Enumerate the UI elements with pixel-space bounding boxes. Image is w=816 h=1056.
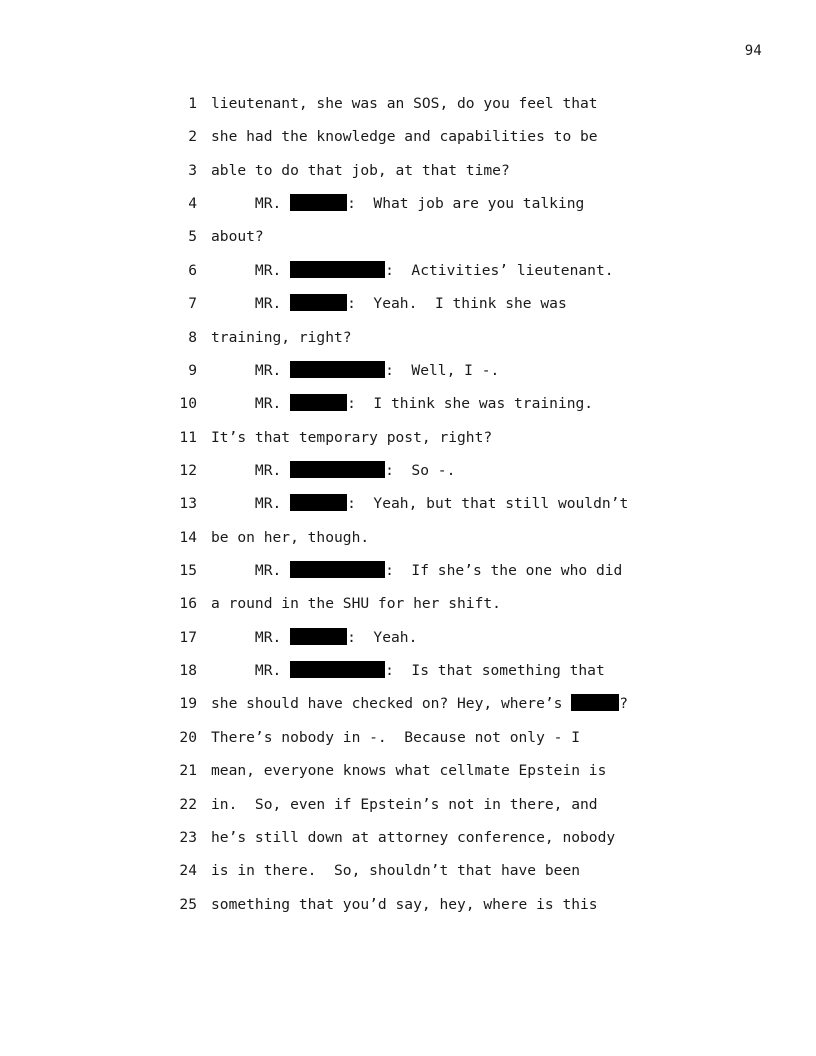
line-text-segment: MR. xyxy=(211,361,291,379)
line-number: 13 xyxy=(179,495,197,513)
transcript-line xyxy=(0,859,816,892)
line-text-segment: mean, everyone knows what cellmate Epstein is xyxy=(211,762,607,780)
line-text xyxy=(211,793,598,817)
line-number: 2 xyxy=(188,128,197,146)
line-text-segment: It’s that temporary post, right? xyxy=(211,428,493,446)
line-number: 21 xyxy=(179,762,197,780)
line-text-segment: she should have checked on? Hey, where’s xyxy=(211,695,572,713)
line-text-segment: MR. xyxy=(211,295,291,313)
line-number: 14 xyxy=(179,528,197,546)
redaction-box xyxy=(290,561,385,578)
line-text-segment: MR. xyxy=(211,395,291,413)
line-text-segment: he’s still down at attorney conference, nobody xyxy=(211,828,616,846)
transcript-line xyxy=(0,692,816,725)
line-number: 6 xyxy=(188,261,197,279)
line-text xyxy=(211,492,628,516)
transcript-line xyxy=(0,359,816,392)
redaction-box xyxy=(571,694,619,711)
line-text-segment: ? xyxy=(619,695,629,713)
line-text-segment: : So -. xyxy=(385,461,456,479)
redaction-box xyxy=(290,494,347,511)
line-number: 4 xyxy=(188,195,197,213)
line-number: 11 xyxy=(179,428,197,446)
line-number: 24 xyxy=(179,862,197,880)
line-text xyxy=(211,459,455,483)
line-text-segment: about? xyxy=(211,228,264,246)
line-text xyxy=(211,225,264,249)
line-number: 23 xyxy=(179,828,197,846)
transcript-line xyxy=(0,459,816,492)
line-text xyxy=(211,826,615,850)
redaction-box xyxy=(290,361,385,378)
line-text-segment: : Is that something that xyxy=(385,662,605,680)
transcript-line xyxy=(0,592,816,625)
line-number: 22 xyxy=(179,795,197,813)
line-text-segment: MR. xyxy=(211,461,291,479)
line-number: 18 xyxy=(179,662,197,680)
transcript-line xyxy=(0,259,816,292)
line-text-segment: is in there. So, shouldn’t that have been xyxy=(211,862,581,880)
transcript-line xyxy=(0,225,816,258)
line-text xyxy=(211,726,580,750)
line-text-segment: MR. xyxy=(211,562,291,580)
transcript-line xyxy=(0,125,816,158)
transcript-line xyxy=(0,559,816,592)
line-number: 19 xyxy=(179,695,197,713)
transcript-line xyxy=(0,526,816,559)
transcript-line xyxy=(0,626,816,659)
page-number: 94 xyxy=(744,43,762,59)
line-text-segment: : Yeah. xyxy=(347,628,418,646)
transcript-line xyxy=(0,426,816,459)
redaction-box xyxy=(290,261,385,278)
line-text-segment: MR. xyxy=(211,662,291,680)
line-number: 20 xyxy=(179,728,197,746)
transcript-line xyxy=(0,392,816,425)
line-text-segment: be on her, though. xyxy=(211,528,370,546)
transcript-line xyxy=(0,826,816,859)
transcript-line xyxy=(0,659,816,692)
line-number: 17 xyxy=(179,628,197,646)
line-text-segment: she had the knowledge and capabilities to be xyxy=(211,128,598,146)
line-text xyxy=(211,159,510,183)
line-text-segment: able to do that job, at that time? xyxy=(211,161,510,179)
line-text xyxy=(211,259,614,283)
line-text xyxy=(211,759,606,783)
line-text xyxy=(211,392,593,416)
line-text xyxy=(211,426,492,450)
redaction-box xyxy=(290,628,347,645)
line-text xyxy=(211,92,598,116)
transcript-line xyxy=(0,159,816,192)
line-text xyxy=(211,893,598,917)
transcript-line xyxy=(0,759,816,792)
line-text-segment: There’s nobody in -. Because not only - I xyxy=(211,728,581,746)
transcript-line xyxy=(0,893,816,926)
line-text-segment: MR. xyxy=(211,628,291,646)
transcript-line xyxy=(0,92,816,125)
line-text-segment: : Yeah. I think she was xyxy=(347,295,567,313)
line-text-segment: : What job are you talking xyxy=(347,195,585,213)
transcript-body xyxy=(0,92,816,926)
line-text-segment: : Well, I -. xyxy=(385,361,500,379)
line-number: 5 xyxy=(188,228,197,246)
line-text-segment: : If she’s the one who did xyxy=(385,562,623,580)
transcript-line xyxy=(0,492,816,525)
transcript-line xyxy=(0,726,816,759)
line-number: 16 xyxy=(179,595,197,613)
line-number: 9 xyxy=(188,361,197,379)
line-text-segment: lieutenant, she was an SOS, do you feel that xyxy=(211,95,598,112)
line-text-segment: training, right? xyxy=(211,328,352,346)
line-number: 15 xyxy=(179,562,197,580)
line-number: 8 xyxy=(188,328,197,346)
line-text-segment: something that you’d say, hey, where is this xyxy=(211,895,598,913)
redaction-box xyxy=(290,461,385,478)
line-text xyxy=(211,692,628,716)
line-text xyxy=(211,526,369,550)
redaction-box xyxy=(290,661,385,678)
line-number: 7 xyxy=(188,295,197,313)
line-text-segment: MR. xyxy=(211,495,291,513)
line-text-segment: MR. xyxy=(211,261,291,279)
line-text-segment: : I think she was training. xyxy=(347,395,594,413)
line-text xyxy=(211,292,567,316)
line-text xyxy=(211,192,584,216)
line-text xyxy=(211,626,417,650)
line-number: 1 xyxy=(188,95,197,112)
transcript-line xyxy=(0,793,816,826)
line-number: 25 xyxy=(179,895,197,913)
line-text-segment: a round in the SHU for her shift. xyxy=(211,595,501,613)
redaction-box xyxy=(290,194,347,211)
transcript-line xyxy=(0,192,816,225)
line-number: 3 xyxy=(188,161,197,179)
line-text-segment: : Yeah, but that still wouldn’t xyxy=(347,495,629,513)
redaction-box xyxy=(290,394,347,411)
transcript-line xyxy=(0,292,816,325)
line-text xyxy=(211,659,605,683)
line-text xyxy=(211,592,501,616)
line-number: 10 xyxy=(179,395,197,413)
line-text xyxy=(211,125,598,149)
redaction-box xyxy=(290,294,347,311)
line-number: 12 xyxy=(179,461,197,479)
line-text xyxy=(211,559,622,583)
transcript-line xyxy=(0,326,816,359)
line-text xyxy=(211,359,499,383)
line-text-segment: MR. xyxy=(211,195,291,213)
line-text-segment: in. So, even if Epstein’s not in there, and xyxy=(211,795,598,813)
line-text xyxy=(211,326,352,350)
line-text-segment: : Activities’ lieutenant. xyxy=(385,261,614,279)
line-text xyxy=(211,859,580,883)
